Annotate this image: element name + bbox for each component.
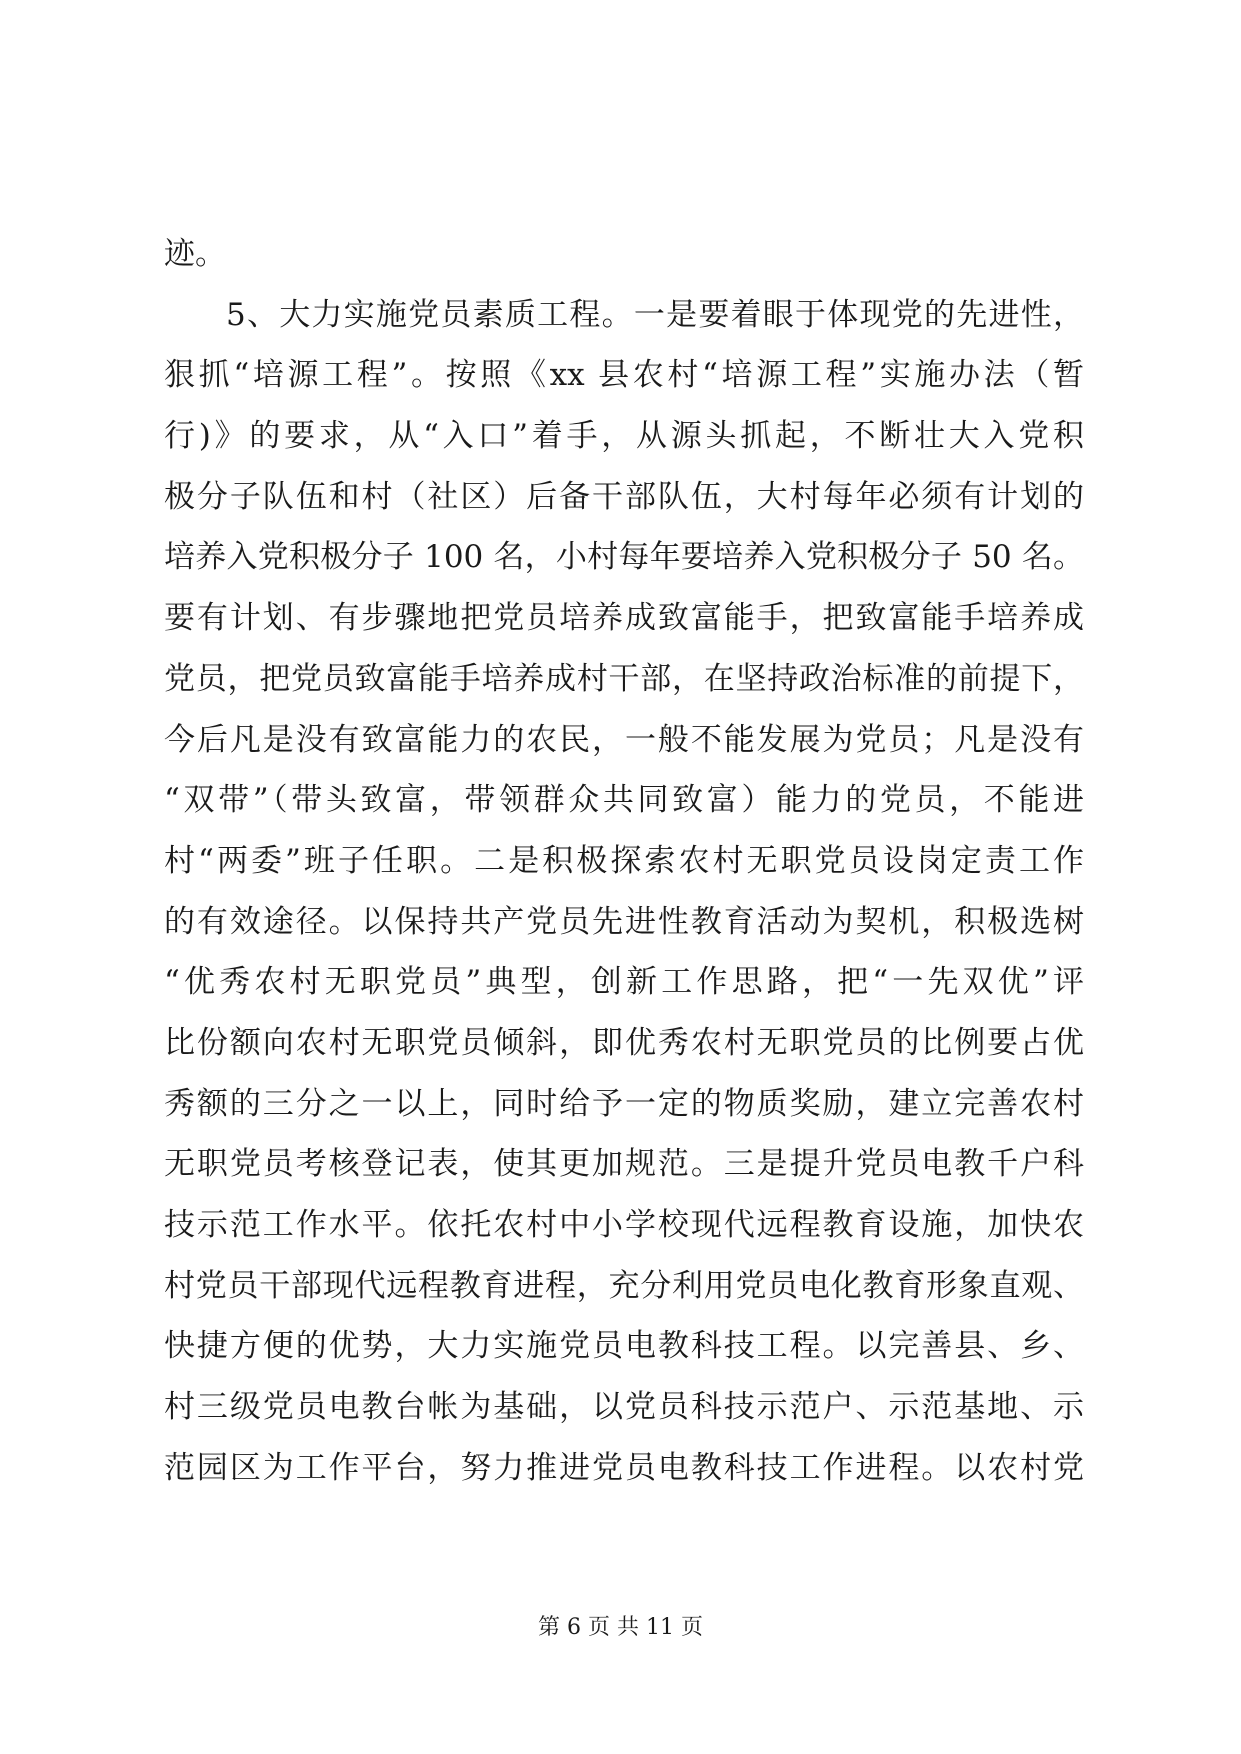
text-line: 要有计划、有步骤地把党员培养成致富能手，把致富能手培养成 [164,600,1084,637]
text-line: 村党员干部现代远程教育进程，充分利用党员电化教育形象直观、 [164,1267,1084,1304]
text-line: 迹。 [164,236,226,272]
text-line: “双带”（带头致富，带领群众共同致富）能力的党员，不能进 [164,782,1084,819]
text-line: 5、大力实施党员素质工程。一是要着眼于体现党的先进性， [226,296,1084,333]
text-line: 极分子队伍和村（社区）后备干部队伍，大村每年必须有计划的 [164,478,1084,515]
text-line: 党员，把党员致富能手培养成村干部，在坚持政治标准的前提下， [164,660,1084,697]
text-line: 无职党员考核登记表，使其更加规范。三是提升党员电教千户科 [164,1146,1084,1183]
text-line: 村“两委”班子任职。二是积极探索农村无职党员设岗定责工作 [164,842,1084,879]
page-footer: 第 6 页 共 11 页 [538,1615,703,1640]
text-line: 村三级党员电教台帐为基础，以党员科技示范户、示范基地、示 [164,1389,1084,1426]
text-line: 快捷方便的优势，大力实施党员电教科技工程。以完善县、乡、 [164,1328,1084,1365]
text-line: 比份额向农村无职党员倾斜，即优秀农村无职党员的比例要占优 [164,1024,1084,1061]
text-line: 秀额的三分之一以上，同时给予一定的物质奖励，建立完善农村 [164,1085,1084,1122]
body-text [164,224,1084,1498]
text-line: 今后凡是没有致富能力的农民，一般不能发展为党员；凡是没有 [164,721,1084,758]
text-line: 技示范工作水平。依托农村中小学校现代远程教育设施，加快农 [164,1207,1084,1243]
text-line: 培养入党积极分子 100 名，小村每年要培养入党积极分子 50 名。 [164,539,1084,576]
text-line: 的有效途径。以保持共产党员先进性教育活动为契机，积极选树 [164,903,1084,940]
text-line: 范园区为工作平台，努力推进党员电教科技工作进程。以农村党 [164,1449,1084,1486]
text-line: “优秀农村无职党员”典型，创新工作思路，把“一先双优”评 [164,964,1084,1001]
text-line: 行)》的要求，从“入口”着手，从源头抓起，不断壮大入党积 [164,418,1084,455]
text-line: 狠抓“培源工程”。按照《xx 县农村“培源工程”实施办法（暂 [164,357,1084,394]
